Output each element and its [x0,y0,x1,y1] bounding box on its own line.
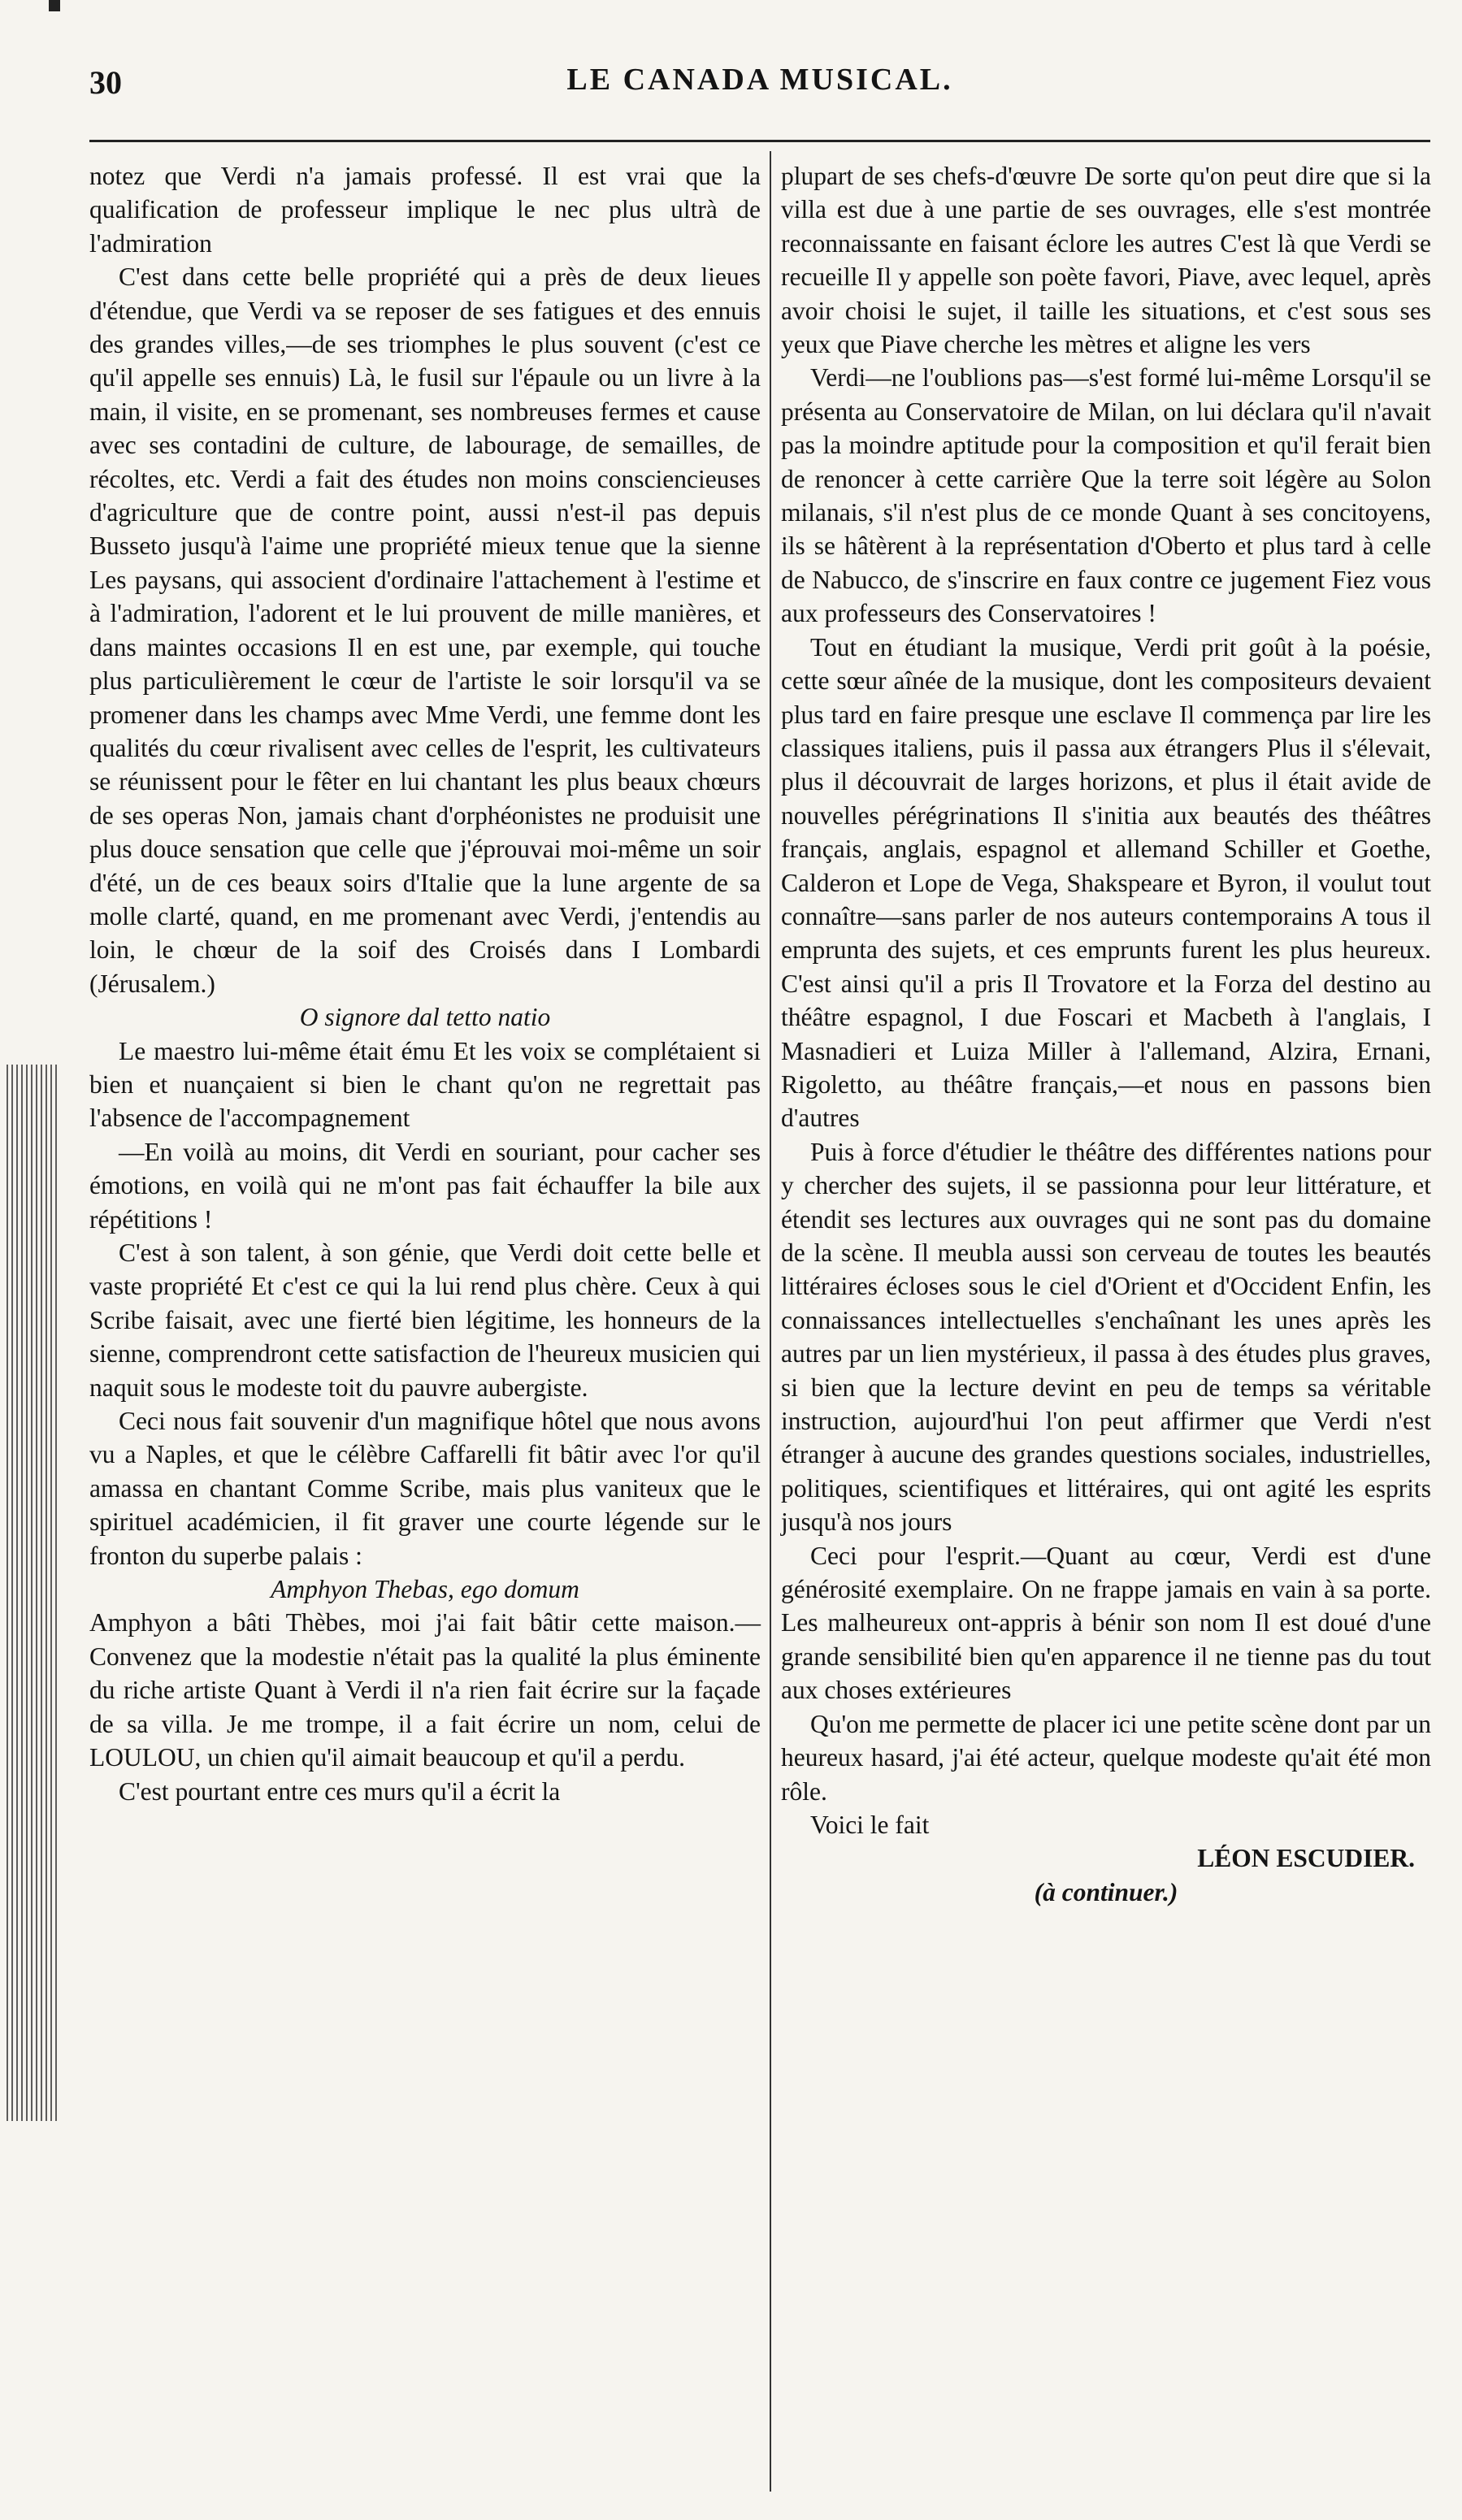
paragraph: Ceci nous fait souvenir d'un magnifique hôtel que nous avons vu a Naples, et que le célèbre Caffarelli fit bâtir avec l'or qu'il amassa en chantant Comme Scribe, mais plus vaniteux que le spirituel académicien, il fit graver une courte légende sur le fronton du superbe palais : [89,1407,761,1570]
paragraph: Puis à force d'étudier le théâtre des différentes nations pour y chercher des sujets, il se passionna pour leur littérature, et étendit ses lectures aux ouvrages qui ne sont pas du domaine de la scène. Il meubla aussi son cerveau de toutes les beautés littéraires écloses sous le ciel d'Orient et d'Occident Enfin, les connaissances intellectuelles s'enchaînant les unes après les autres par un lien mystérieux, il passa à des études plus graves, si bien que la lecture devint en peu de temps sa véritable instruction, aujourd'hui l'on peut affirmer que Verdi n'est étranger à aucune des grandes questions sociales, industrielles, politiques, scientifiques et littéraires, qui ont agité les esprits jusqu'à nos jours [781,1137,1431,1537]
paragraph: Le maestro lui-même était ému Et les voix se complétaient si bien et nuançaient si bien le chant qu'on ne regrettait pas l'absence de l'accompagnement [89,1036,761,1133]
author-signature: LÉON ESCUDIER. [1197,1844,1415,1873]
header-rule [89,140,1430,142]
paragraph: notez que Verdi n'a jamais professé. Il est vrai que la qualification de professeur implique le nec plus ultrà de l'admiration [89,162,761,258]
paragraph: C'est dans cette belle propriété qui a près de deux lieues d'étendue, que Verdi va se reposer de ses fatigues et des ennuis des grandes villes,—de ses triomphes le plus souvent (c'est ce qu'il appelle ses ennuis) Là, le fusil sur l'épaule ou un livre à la main, il visite, en se promenant, ses nombreuses fermes et cause avec ses contadini de culture, de labourage, de semailles, de récoltes, etc. Verdi a fait des études non moins consciencieuses d'agriculture que de contre point, aussi n'est-il pas depuis Busseto jusqu'à l'aime une propriété mieux tenue que la sienne Les paysans, qui associent d'ordinaire l'attachement à l'estime et à l'admiration, l'adorent et le lui prouvent de mille manières, et dans maintes occasions Il en est une, par exemple, qui touche plus particulièrement le cœur de l'artiste le soir lorsqu'il va se promener dans les champs avec Mme Verdi, une femme dont les qualités du cœur rivalisent avec celles de l'esprit, les cultivateurs se réunissent pour le fêter en lui chantant les plus beaux chœurs de ses operas Non, jamais chant d'orphéonistes ne produisit une plus douce sensation que celle que j'éprouvai moi-même un soir d'été, un de ces beaux soirs d'Italie que la lune argente de sa molle clarté, quand, en me promenant avec Verdi, j'entendis au loin, le chœur de la soif des Croisés dans I Lombardi (Jérusalem.) [89,262,761,998]
binding-margin-marks [7,1065,59,2121]
column-divider [770,151,771,2492]
paragraph: C'est pourtant entre ces murs qu'il a écrit la [119,1776,561,1806]
paragraph: Voici le fait [810,1810,930,1839]
left-column [89,159,761,2475]
paragraph: C'est à son talent, à son génie, que Verdi doit cette belle et vaste propriété Et c'est ce qui la lui rend plus chère. Ceux à qui Scribe faisait, avec une fierté bien légitime, les honneurs de la sienne, comprendront cette satisfaction de l'heureux musicien qui naquit sous le modeste toit du pauvre aubergiste. [89,1238,761,1402]
paragraph: Qu'on me permette de placer ici une petite scène dont par un heureux hasard, j'ai été acteur, quelque modeste qu'ait été mon rôle. [781,1709,1431,1806]
paragraph: —En voilà au moins, dit Verdi en souriant, pour cacher ses émotions, en voilà qui ne m'ont pas fait échauffer la bile aux répétitions ! [89,1137,761,1234]
paragraph: Ceci pour l'esprit.—Quant au cœur, Verdi est d'une générosité exemplaire. On ne frappe jamais en vain à sa porte. Les malheureux ont-appris à bénir son nom Il est doué d'une grande sensibilité bien qu'en apparence il ne tienne pas du tout aux choses extérieures [781,1541,1431,1705]
continuation-note: (à continuer.) [1034,1877,1178,1906]
centered-line: O signore dal tetto natio [299,1003,551,1032]
paragraph: plupart de ses chefs-d'œuvre De sorte qu'on peut dire que si la villa est due à une partie de ses ouvrages, elle s'est montrée reconnaissante en faisant éclore les autres C'est là que Verdi se recueille Il y appelle son poète favori, Piave, avec lequel, après avoir choisi le sujet, il taille les situations, et c'est sous ses yeux que Piave cherche les mètres et aligne les vers [781,162,1431,359]
centered-line: Amphyon Thebas, ego domum [271,1575,579,1604]
paragraph: Verdi—ne l'oublions pas—s'est formé lui-même Lorsqu'il se présenta au Conservatoire de Milan, on lui déclara qu'il n'avait pas la moindre aptitude pour la composition et qu'il ferait bien de renoncer à cette carrière Que la terre soit légère au Solon milanais, s'il n'est plus de ce monde Quant à ses concitoyens, ils se hâtèrent à la représentation d'Oberto et plus tard à celle de Nabucco, de s'inscrire en faux contre ce jugement Fiez vous aux professeurs des Conservatoires ! [781,363,1431,628]
paragraph: Amphyon a bâti Thèbes, moi j'ai fait bâtir cette maison.—Convenez que la modestie n'était pas la qualité la plus éminente du riche artiste Quant à Verdi il n'a rien fait écrire sur la façade de sa villa. Je me trompe, il a fait écrire un nom, celui de LOULOU, un chien qu'il aimait beaucoup et qu'il a perdu. [89,1608,761,1772]
right-column [781,159,1431,2475]
page-number: 30 [89,64,122,101]
page-header [89,49,1430,122]
paragraph: Tout en étudiant la musique, Verdi prit goût à la poésie, cette sœur aînée de la musique, dont les compositeurs devaient plus tard en faire presque une esclave Il commença par lire les classiques italiens, puis il passa aux étrangers Plus il s'élevait, plus il découvrait de larges horizons, et plus il était avide de nouvelles pérégrinations Il s'initia aux beautés des théâtres français, anglais, espagnol et allemand Schiller et Goethe, Calderon et Lope de Vega, Shakspeare et Byron, il voulut tout connaître—sans parler de nos auteurs contemporains A tous il emprunta des sujets, et ces emprunts furent les plus heureux. C'est ainsi qu'il a pris Il Trovatore et la Forza del destino au théâtre espagnol, I due Foscari et Macbeth à l'anglais, I Masnadieri et Luiza Miller à l'allemand, Alzira, Ernani, Rigoletto, au théâtre français,—et nous en passons bien d'autres [781,632,1431,1133]
running-title: LE CANADA MUSICAL. [566,63,953,97]
print-mark [49,0,60,11]
